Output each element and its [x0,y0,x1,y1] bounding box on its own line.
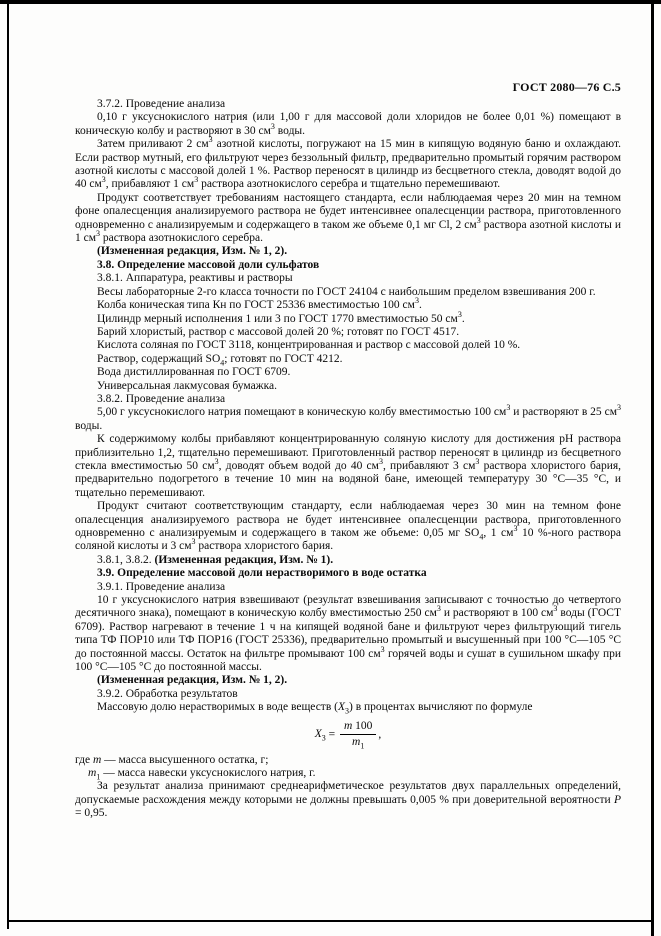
paragraph: Вода дистиллированная по ГОСТ 6709. [97,366,291,379]
paragraph: 3.7.2. Проведение анализа [97,98,226,110]
paragraph: $m_1$ — масса навески уксуснокислого натрия, г. [88,766,316,782]
paragraph: Универсальная лакмусовая бумажка. [97,379,278,392]
paragraph: 3.8.1. Аппаратура, реактивы и растворы [97,272,293,285]
scan-frame-left [7,0,9,929]
paragraph: Продукт считают соответствующим стандарту, если наблюдаемая через 30 мин на темном фоне опалесценция анализируемого раствора не будет интенсивнее опалесценции раствора, приготовленного одновременно с анализируемым и содержащего в таком же объеме: 0,05 мг $SO_4$, 1 $см^3$ 10 %-ного раствора соляной кислоты и 3 $см^3$ раствора хлористого бария. [75,500,621,553]
paragraph: За результат анализа принимают среднеарифметическое результатов двух параллельных определений, допускаемые расхождения между которыми не должны превышать 0,005 % при доверительной вероятности Р = 0,95. [75,780,621,820]
paragraph: К содержимому колбы прибавляют концентрированную соляную кислоту для достижения pH раствора приблизительно 1,2, тщательно перемешивают. Приготовленный раствор переносят в цилиндр из бесцветного стекла вместимостью 50 $см^3$, доводят объем водой до 40 $см^3$, прибавляют 3 $см^3$ раствора хлористого бария, предварительно подогретого в течение 10 мин на водяной бане, имеющей температуру 30 °С—35 °С, и тщательно перемешивают. [75,433,622,499]
paragraph: 3.8. Определение массовой доли сульфатов [97,258,320,271]
scan-frame-top [0,0,661,4]
paragraph: Массовую долю нерастворимых в воде веществ $(X_3)$ в процентах вычисляют по формуле [97,701,533,716]
paragraph: где m — масса высушенного остатка, г; [75,753,269,766]
paragraph: 0,10 г уксуснокислого натрия (или 1,00 г для массовой доли хлоридов не более 0,01 %) помещают в коническую колбу и растворяют в 30 $см^3$ воды. [75,111,621,137]
paragraph: Цилиндр мерный исполнения 1 или 3 по ГОСТ 1770 вместимостью 50 $см^3$. [97,309,465,325]
paragraph: 3.8.1, 3.8.2. (Измененная редакция, Изм. № 1). [97,553,334,566]
paragraph: 10 г уксуснокислого натрия взвешивают (результат взвешивания записывают с точностью до четвертого десятичного знака), помещают в коническую колбу вместимостью 250 $см^3$ и растворяют в 100 $см^3$ воды (ГОСТ 6709). Раствор нагревают в течение 1 ч на кипящей водяной бане и фильтруют через фильтрующий тигель типа ТФ ПОР10 или ТФ ПОР16 (ГОСТ 25336), предварительно промытый и высушенный при 100 °С—105 °С до постоянной массы. Остаток на фильтре промывают 100 $см^3$ горячей воды и сушат в сушильном шкафу при 100 °С—105 °С до постоянной массы. [75,594,622,674]
paragraph: Колба коническая типа Кн по ГОСТ 25336 вместимостью 100 $см^3$. [97,296,422,312]
paragraph: 3.8.2. Проведение анализа [97,392,226,405]
formula-x3: $X_3$ = $\frac{m 100}{m_1}$ , [314,719,382,751]
paragraph: Весы лабораторные 2-го класса точности по ГОСТ 24104 с наибольшим пределом взвешивания 200 г. [97,285,596,298]
paragraph: 3.9.1. Проведение анализа [97,580,226,593]
paragraph: Раствор, содержащий $SO_4$; готовят по ГОСТ 4212. [97,352,343,368]
page-header-gost-number: ГОСТ 2080—76 С.5 [512,80,621,94]
paragraph: Барий хлористый, раствор с массовой долей 20 %; готовят по ГОСТ 4517. [97,325,460,338]
paragraph: 3.9.2. Обработка результатов [97,687,238,700]
paragraph: Продукт соответствует требованиям настоящего стандарта, если наблюдаемая через 20 мин на темном фоне опалесценция анализируемого раствора не будет интенсивнее опалесценции раствора, приготовленного одновременно с анализируемым и содержащего в таком же объеме 0,1 мг Cl, 2 $см^3$ раствора азотной кислоты и 1 $см^3$ раствора азотнокислого серебра. [75,191,622,245]
scan-frame-right [651,0,654,936]
paragraph: Кислота соляная по ГОСТ 3118, концентрированная и раствор с массовой долей 10 %. [97,339,521,352]
paragraph: Затем приливают 2 $см^3$ азотной кислоты, погружают на 15 мин в кипящую водяную баню и охлаждают. Если раствор мутный, его фильтруют через беззольный фильтр, предварительно промытый горячим раствором азотной кислоты с массовой долей 1 %. Раствор переносят в цилиндр из бесцветного стекла, доводят водой до 40 $см^3$, прибавляют 1 $см^3$ раствора азотнокислого серебра и тщательно перемешивают. [75,135,621,191]
paragraph: (Измененная редакция, Изм. № 1, 2). [97,245,288,258]
formula-lhs: $X_3$ [314,728,326,743]
fraction-numerator: m 100 [340,720,376,735]
document-body [75,98,621,821]
formula-fraction [340,720,376,750]
paragraph: 3.9. Определение массовой доли нерастворимого в воде остатка [97,567,427,580]
scan-frame-bottom [8,920,651,922]
paragraph: 5,00 г уксуснокислого натрия помещают в коническую колбу вместимостью 100 $см^3$ и растворяют в 25 $см^3$ воды. [75,403,621,432]
paragraph: (Измененная редакция, Изм. № 1, 2). [97,674,288,687]
fraction-denominator: $m_1$ [352,736,365,751]
